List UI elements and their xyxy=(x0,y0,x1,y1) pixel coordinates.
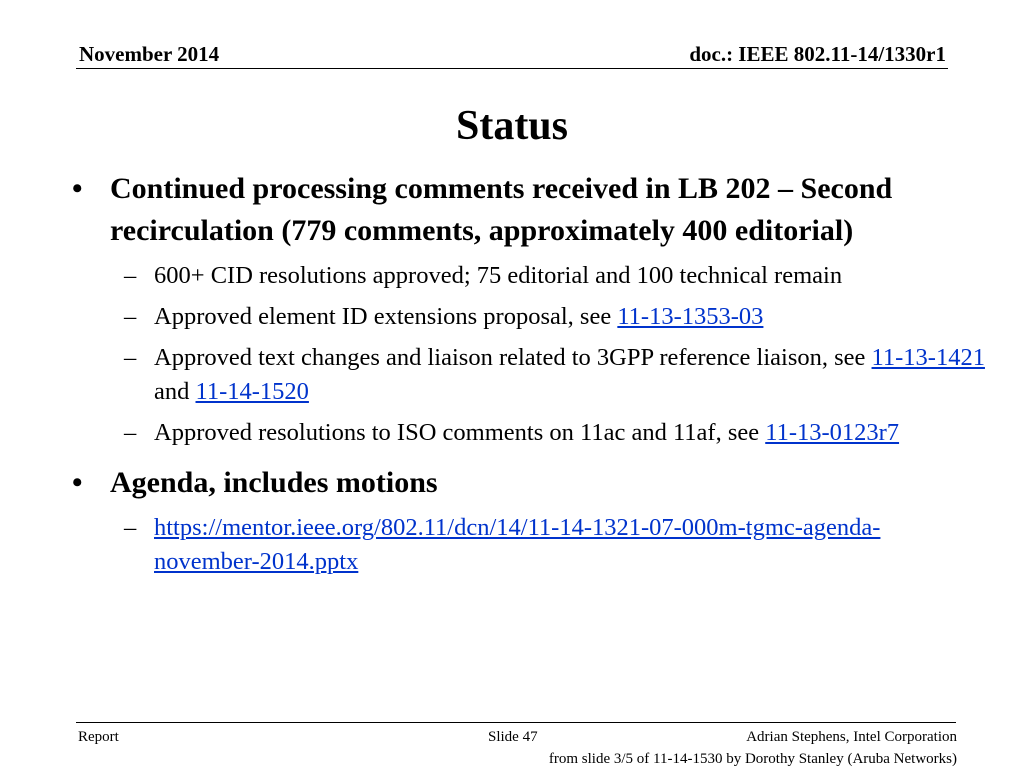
sub-bullet-3gpp-liaison xyxy=(124,341,986,409)
footer-divider xyxy=(76,722,956,723)
link-agenda-pptx[interactable]: https://mentor.ieee.org/802.11/dcn/14/11-14-1321-07-000m-tgmc-agenda-november-2014.pptx xyxy=(154,514,881,575)
sub-bullet-text: Approved resolutions to ISO comments on 11ac and 11af, see xyxy=(154,419,766,446)
dash-marker: – xyxy=(124,262,137,289)
footer-report: Report xyxy=(78,729,119,745)
sub-bullet-cid-resolutions xyxy=(124,259,986,293)
dash-marker: – xyxy=(124,303,137,330)
bullet-text: Continued processing comments received in LB 202 – Second recirculation (779 comments, approximately 400 editorial) xyxy=(110,172,893,247)
dash-marker: – xyxy=(124,514,137,541)
link-11-13-1421[interactable]: 11-13-1421 xyxy=(871,344,985,371)
dash-marker: – xyxy=(124,344,137,371)
sub-bullet-and: and xyxy=(154,378,196,405)
bullet-text: Agenda, includes motions xyxy=(110,466,438,499)
footer-source-note: from slide 3/5 of 11-14-1530 by Dorothy Stanley (Aruba Networks) xyxy=(548,751,957,767)
footer-author: Adrian Stephens, Intel Corporation xyxy=(746,729,957,745)
bullet-dot: • xyxy=(72,172,83,205)
slide-title: Status xyxy=(455,103,569,149)
header-divider xyxy=(76,68,948,69)
header-doc-id: doc.: IEEE 802.11-14/1330r1 xyxy=(689,42,946,66)
sub-bullet-iso-comments xyxy=(124,416,986,450)
header-date: November 2014 xyxy=(79,42,220,66)
sub-bullet-agenda-link xyxy=(124,511,924,579)
link-11-13-0123r7[interactable]: 11-13-0123r7 xyxy=(765,419,900,446)
bullet-continued-processing xyxy=(72,168,950,252)
link-11-13-1353-03[interactable]: 11-13-1353-03 xyxy=(617,303,764,330)
dash-marker: – xyxy=(124,419,137,446)
bullet-agenda xyxy=(72,462,950,504)
sub-bullet-text: Approved text changes and liaison related to 3GPP reference liaison, see xyxy=(154,344,872,371)
slide-content xyxy=(0,168,1024,579)
sub-bullet-element-id xyxy=(124,300,986,334)
sub-bullet-text: Approved element ID extensions proposal, see xyxy=(154,303,618,330)
sub-bullet-text: 600+ CID resolutions approved; 75 editorial and 100 technical remain xyxy=(154,262,843,289)
link-11-14-1520[interactable]: 11-14-1520 xyxy=(195,378,309,405)
footer-slide-number: Slide 47 xyxy=(488,729,538,745)
bullet-dot: • xyxy=(72,466,83,499)
